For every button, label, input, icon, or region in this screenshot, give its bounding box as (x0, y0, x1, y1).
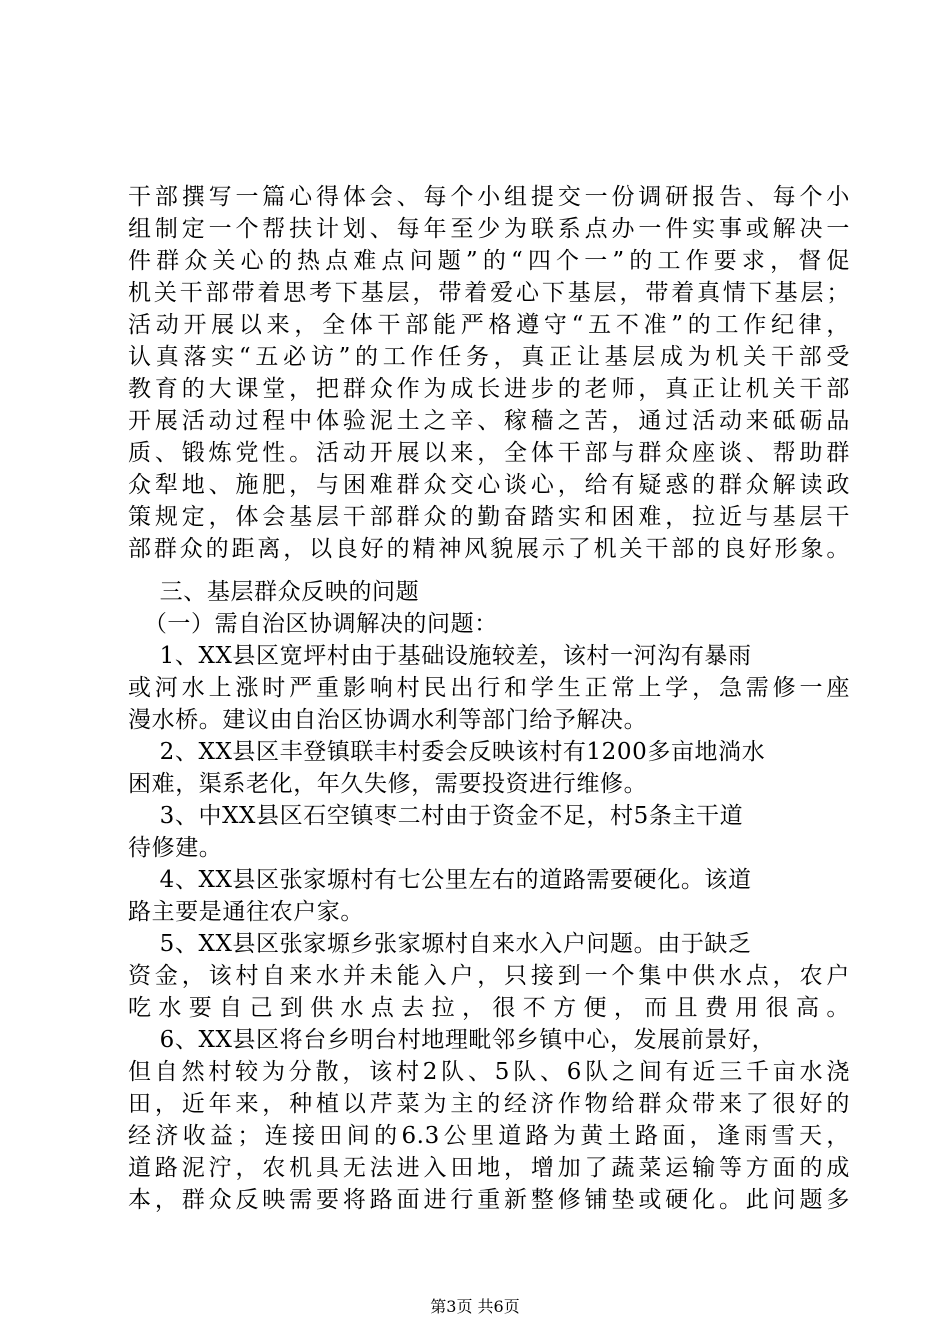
text-line: 经济收益；连接田间的6.3公里道路为黄土路面，逢雨雪天， (128, 1123, 850, 1149)
text-line: 4、XX县区张家塬村有七公里左右的道路需要硬化。该道 (128, 867, 752, 893)
text-line: 认真落实“五必访”的工作任务，真正让基层成为机关干部受 (128, 344, 850, 370)
paragraph-block-1 (128, 181, 850, 565)
text-line: 1、XX县区宽坪村由于基础设施较差，该村一河沟有暴雨 (128, 643, 752, 669)
text-line: 三、基层群众反映的问题 (128, 579, 420, 605)
text-line: 道路泥泞，农机具无法进入田地，增加了蔬菜运输等方面的成 (128, 1155, 850, 1181)
text-line: 部群众的距离，以良好的精神风貌展示了机关干部的良好形象。 (128, 536, 850, 562)
text-line: 机关干部带着思考下基层，带着爱心下基层，带着真情下基层； (128, 280, 850, 306)
text-line: 困难，渠系老化，年久失修，需要投资进行维修。 (128, 771, 648, 797)
text-line: 待修建。 (128, 835, 223, 861)
text-line: 吃水要自己到供水点去拉，很不方便，而且费用很高。 (128, 995, 850, 1021)
text-line: 本，群众反映需要将路面进行重新整修铺垫或硬化。此问题多 (128, 1187, 850, 1213)
text-line: 3、中XX县区石空镇枣二村由于资金不足，村5条主干道 (128, 803, 744, 829)
text-line: 组制定一个帮扶计划、每年至少为联系点办一件实事或解决一 (128, 216, 850, 242)
paragraph-block-2 (128, 576, 850, 1216)
text-line: 开展活动过程中体验泥土之辛、稼穑之苦，通过活动来砥砺品 (128, 408, 850, 434)
text-line: 6、XX县区将台乡明台村地理毗邻乡镇中心，发展前景好， (128, 1027, 776, 1053)
text-line: （一）需自治区协调解决的问题： (128, 611, 498, 637)
text-line: 2、XX县区丰登镇联丰村委会反映该村有1200多亩地淌水 (128, 739, 766, 765)
text-line: 策规定，体会基层干部群众的勤奋踏实和困难，拉近与基层干 (128, 504, 850, 530)
text-line: 活动开展以来，全体干部能严格遵守“五不准”的工作纪律， (128, 312, 850, 338)
text-line: 漫水桥。建议由自治区协调水利等部门给予解决。 (128, 707, 648, 733)
text-line: 或河水上涨时严重影响村民出行和学生正常上学，急需修一座 (128, 675, 850, 701)
text-line: 资金，该村自来水并未能入户，只接到一个集中供水点，农户 (128, 963, 850, 989)
text-line: 质、锻炼党性。活动开展以来，全体干部与群众座谈、帮助群 (128, 440, 850, 466)
text-line: 但自然村较为分散，该村2队、5队、6队之间有近三千亩水浇 (128, 1059, 850, 1085)
text-line: 5、XX县区张家塬乡张家塬村自来水入户问题。由于缺乏 (128, 931, 752, 957)
text-line: 众犁地、施肥，与困难群众交心谈心，给有疑惑的群众解读政 (128, 472, 850, 498)
text-line: 干部撰写一篇心得体会、每个小组提交一份调研报告、每个小 (128, 184, 850, 210)
text-line: 田，近年来，种植以芹菜为主的经济作物给群众带来了很好的 (128, 1091, 850, 1117)
text-line: 教育的大课堂，把群众作为成长进步的老师，真正让机关干部 (128, 376, 850, 402)
text-line: 路主要是通往农户家。 (128, 899, 364, 925)
page-footer: 第3页 共6页 (430, 1297, 520, 1316)
text-line: 件群众关心的热点难点问题”的“四个一”的工作要求，督促 (128, 248, 850, 274)
